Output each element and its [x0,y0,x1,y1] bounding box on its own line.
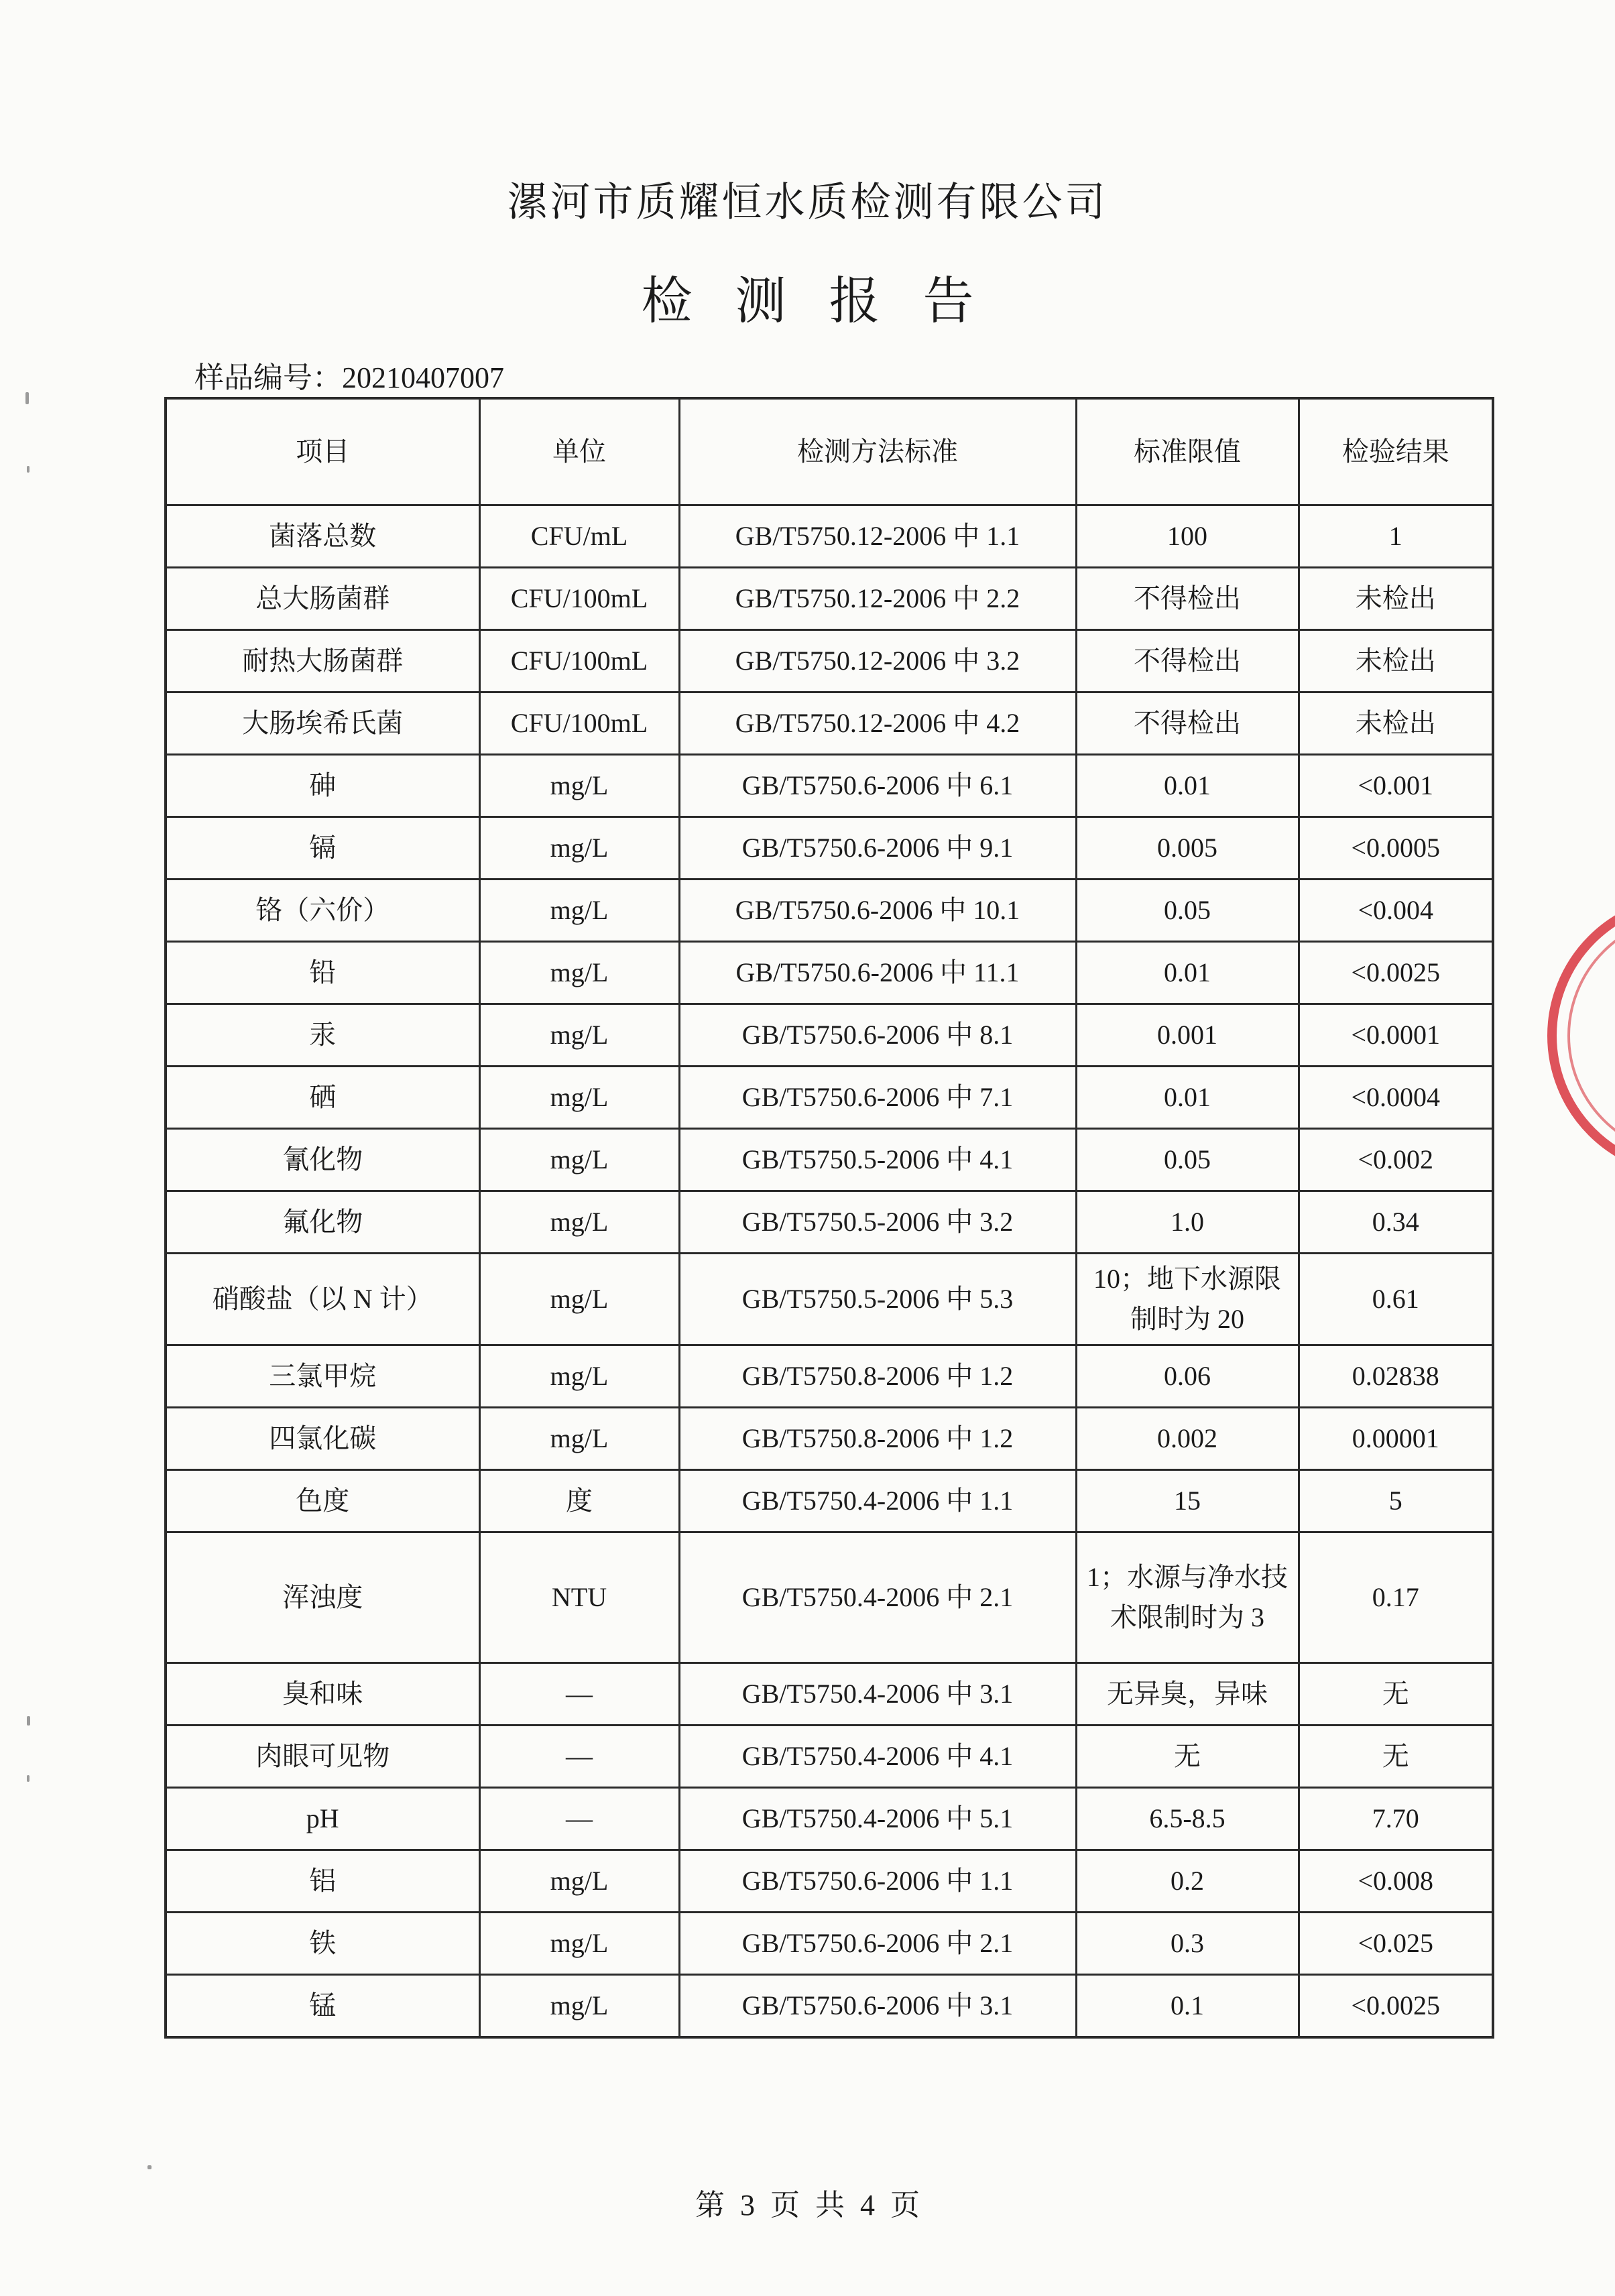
table-row [166,1663,1493,1726]
sample-number-label: 样品编号： [194,361,342,394]
cell-item: 四氯化碳 [166,1408,479,1470]
cell-item: 锰 [166,1975,479,2038]
cell-limit: 无 [1076,1726,1299,1788]
column-header-method: 检测方法标准 [679,398,1076,505]
sample-number-value: 20210407007 [342,361,504,394]
table-row [166,1408,1493,1470]
table-row [166,1726,1493,1788]
table-row [166,1345,1493,1408]
cell-method: GB/T5750.12-2006 中 3.2 [679,630,1076,692]
sample-number [194,363,504,393]
table-row [166,817,1493,880]
cell-unit: mg/L [479,1345,679,1408]
page-number: 第 3 页 共 4 页 [695,2189,920,2222]
cell-unit: mg/L [479,1850,679,1913]
table-row [166,1067,1493,1129]
cell-result: 未检出 [1299,692,1493,755]
cell-limit: 0.3 [1076,1913,1299,1975]
cell-result: <0.002 [1299,1129,1493,1191]
cell-result: 0.00001 [1299,1408,1493,1470]
cell-limit: 0.05 [1076,880,1299,942]
cell-item: 大肠埃希氏菌 [166,692,479,755]
cell-method: GB/T5750.4-2006 中 5.1 [679,1788,1076,1850]
cell-result: 5 [1299,1470,1493,1532]
cell-method: GB/T5750.8-2006 中 1.2 [679,1408,1076,1470]
cell-method: GB/T5750.6-2006 中 8.1 [679,1004,1076,1067]
cell-item: 氰化物 [166,1129,479,1191]
cell-unit: mg/L [479,1129,679,1191]
table-row [166,1470,1493,1532]
cell-result: 未检出 [1299,630,1493,692]
table-row [166,568,1493,630]
cell-method: GB/T5750.5-2006 中 5.3 [679,1254,1076,1345]
column-header-unit: 单位 [479,398,679,505]
cell-unit: 度 [479,1470,679,1532]
cell-result: <0.001 [1299,755,1493,817]
cell-result: 0.17 [1299,1532,1493,1663]
column-header-item: 项目 [166,398,479,505]
cell-item: 铝 [166,1850,479,1913]
cell-limit: 不得检出 [1076,692,1299,755]
cell-result: <0.004 [1299,880,1493,942]
report-title: 检测报告 [641,274,1017,330]
table-row [166,630,1493,692]
table-row [166,880,1493,942]
table-row [166,1004,1493,1067]
cell-item: 三氯甲烷 [166,1345,479,1408]
cell-unit: NTU [479,1532,679,1663]
scan-speck [147,2165,152,2169]
cell-unit: mg/L [479,755,679,817]
cell-limit: 不得检出 [1076,630,1299,692]
cell-item: 铅 [166,942,479,1004]
cell-unit: mg/L [479,1913,679,1975]
cell-method: GB/T5750.4-2006 中 1.1 [679,1470,1076,1532]
table-row [166,1913,1493,1975]
cell-limit: 0.01 [1076,755,1299,817]
cell-unit: CFU/mL [479,505,679,568]
cell-unit: CFU/100mL [479,692,679,755]
cell-limit: 不得检出 [1076,568,1299,630]
table-row [166,1129,1493,1191]
table-row [166,505,1493,568]
cell-limit: 0.01 [1076,942,1299,1004]
cell-limit: 15 [1076,1470,1299,1532]
table-row [166,942,1493,1004]
cell-limit: 0.01 [1076,1067,1299,1129]
cell-unit: mg/L [479,1254,679,1345]
cell-unit: CFU/100mL [479,568,679,630]
scan-speck [27,1716,30,1726]
cell-result: <0.0025 [1299,942,1493,1004]
cell-result: <0.025 [1299,1913,1493,1975]
cell-result: 1 [1299,505,1493,568]
cell-result: <0.0001 [1299,1004,1493,1067]
cell-unit: mg/L [479,942,679,1004]
cell-method: GB/T5750.8-2006 中 1.2 [679,1345,1076,1408]
report-table [164,397,1494,2039]
cell-method: GB/T5750.5-2006 中 4.1 [679,1129,1076,1191]
cell-item: 浑浊度 [166,1532,479,1663]
table-row [166,755,1493,817]
cell-method: GB/T5750.6-2006 中 3.1 [679,1975,1076,2038]
cell-method: GB/T5750.4-2006 中 2.1 [679,1532,1076,1663]
cell-result: 无 [1299,1663,1493,1726]
cell-item: pH [166,1788,479,1850]
cell-item: 砷 [166,755,479,817]
cell-item: 菌落总数 [166,505,479,568]
cell-unit: mg/L [479,1975,679,2038]
cell-method: GB/T5750.6-2006 中 6.1 [679,755,1076,817]
cell-result: 未检出 [1299,568,1493,630]
cell-unit: — [479,1788,679,1850]
cell-item: 氟化物 [166,1191,479,1254]
cell-limit: 1；水源与净水技术限制时为 3 [1076,1532,1299,1663]
cell-item: 肉眼可见物 [166,1726,479,1788]
cell-limit: 10；地下水源限制时为 20 [1076,1254,1299,1345]
scan-speck [27,466,29,473]
cell-limit: 0.06 [1076,1345,1299,1408]
cell-method: GB/T5750.6-2006 中 11.1 [679,942,1076,1004]
cell-limit: 0.05 [1076,1129,1299,1191]
table-header-row [166,398,1493,505]
column-header-limit: 标准限值 [1076,398,1299,505]
table-row [166,1254,1493,1345]
cell-limit: 0.005 [1076,817,1299,880]
cell-unit: mg/L [479,1004,679,1067]
cell-item: 镉 [166,817,479,880]
cell-item: 铁 [166,1913,479,1975]
cell-method: GB/T5750.6-2006 中 1.1 [679,1850,1076,1913]
cell-item: 硝酸盐（以 N 计） [166,1254,479,1345]
cell-method: GB/T5750.12-2006 中 2.2 [679,568,1076,630]
cell-unit: mg/L [479,1408,679,1470]
cell-method: GB/T5750.4-2006 中 4.1 [679,1726,1076,1788]
cell-result: <0.0025 [1299,1975,1493,2038]
cell-unit: mg/L [479,817,679,880]
cell-limit: 0.002 [1076,1408,1299,1470]
cell-item: 臭和味 [166,1663,479,1726]
cell-unit: — [479,1726,679,1788]
table-row [166,692,1493,755]
cell-method: GB/T5750.6-2006 中 7.1 [679,1067,1076,1129]
cell-method: GB/T5750.12-2006 中 1.1 [679,505,1076,568]
cell-method: GB/T5750.6-2006 中 10.1 [679,880,1076,942]
table-row [166,1191,1493,1254]
cell-result: <0.008 [1299,1850,1493,1913]
table-row [166,1788,1493,1850]
cell-limit: 100 [1076,505,1299,568]
cell-limit: 1.0 [1076,1191,1299,1254]
cell-unit: — [479,1663,679,1726]
cell-method: GB/T5750.4-2006 中 3.1 [679,1663,1076,1726]
cell-result: 无 [1299,1726,1493,1788]
cell-limit: 0.1 [1076,1975,1299,2038]
cell-unit: mg/L [479,1067,679,1129]
cell-item: 总大肠菌群 [166,568,479,630]
cell-result: 0.61 [1299,1254,1493,1345]
cell-method: GB/T5750.12-2006 中 4.2 [679,692,1076,755]
cell-result: 0.34 [1299,1191,1493,1254]
cell-result: <0.0005 [1299,817,1493,880]
cell-unit: mg/L [479,880,679,942]
column-header-result: 检验结果 [1299,398,1493,505]
cell-limit: 0.2 [1076,1850,1299,1913]
cell-result: 0.02838 [1299,1345,1493,1408]
scan-speck [27,1775,29,1782]
table-row [166,1975,1493,2038]
cell-result: 7.70 [1299,1788,1493,1850]
cell-item: 铬（六价） [166,880,479,942]
cell-item: 汞 [166,1004,479,1067]
cell-unit: mg/L [479,1191,679,1254]
cell-item: 硒 [166,1067,479,1129]
scan-speck [25,392,29,404]
cell-item: 耐热大肠菌群 [166,630,479,692]
cell-method: GB/T5750.5-2006 中 3.2 [679,1191,1076,1254]
cell-method: GB/T5750.6-2006 中 9.1 [679,817,1076,880]
cell-limit: 无异臭，异味 [1076,1663,1299,1726]
table-row [166,1532,1493,1663]
cell-limit: 6.5-8.5 [1076,1788,1299,1850]
table-row [166,1850,1493,1913]
company-name: 漯河市质耀恒水质检测有限公司 [507,180,1108,225]
cell-result: <0.0004 [1299,1067,1493,1129]
cell-item: 色度 [166,1470,479,1532]
cell-method: GB/T5750.6-2006 中 2.1 [679,1913,1076,1975]
cell-unit: CFU/100mL [479,630,679,692]
cell-limit: 0.001 [1076,1004,1299,1067]
